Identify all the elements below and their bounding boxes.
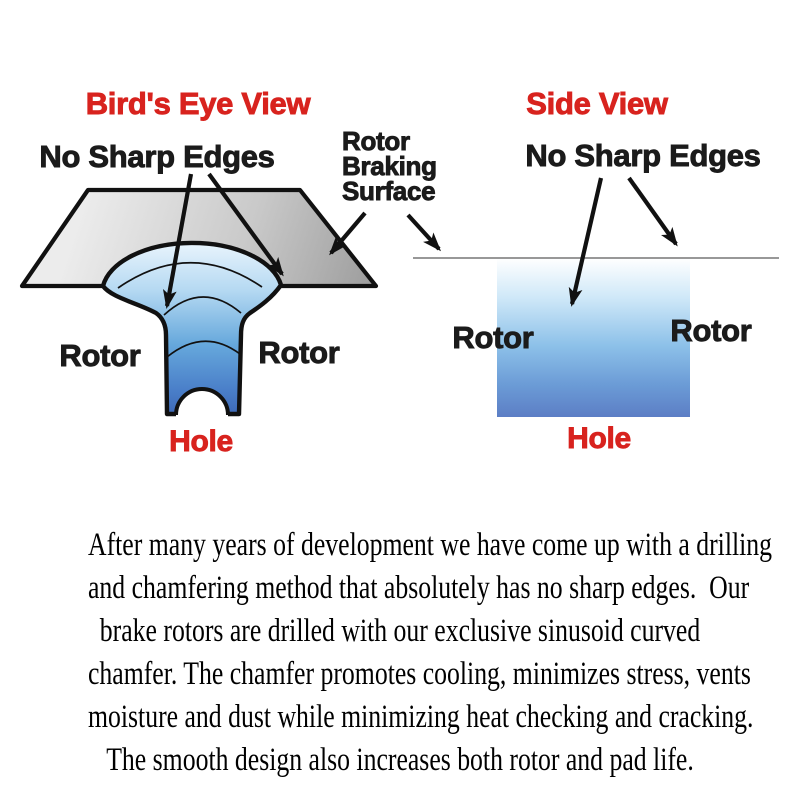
paragraph-line: moisture and dust while minimizing heat checking and cracking.	[88, 699, 754, 735]
arrow-icon-braking-surface-right	[408, 215, 439, 249]
side-rotor-label-left: Rotor	[452, 320, 534, 355]
birdseye-rotor-label-left: Rotor	[59, 338, 141, 373]
birdseye-title: Bird's Eye View	[85, 86, 311, 121]
paragraph-line: After many years of development we have come up with a drilling	[88, 527, 773, 563]
side-hole-label: Hole	[567, 422, 631, 455]
birdseye-hole-label: Hole	[169, 425, 233, 458]
paragraph-line: The smooth design also increases both rotor and pad life.	[106, 742, 694, 778]
paragraph-line: and chamfering method that absolutely has no sharp edges. Our	[88, 570, 750, 606]
rotor-braking-surface-line2: Braking	[342, 151, 437, 181]
paragraph-line: brake rotors are drilled with our exclusive sinusoid curved	[99, 613, 701, 649]
birdseye-no-sharp-edges-label: No Sharp Edges	[39, 139, 275, 174]
description-paragraph	[0, 524, 800, 782]
birdseye-rotor-label-right: Rotor	[258, 335, 340, 370]
side-rotor-label-right: Rotor	[670, 313, 752, 348]
arrow-icon-nse-side-right	[629, 178, 676, 244]
side-no-sharp-edges-label: No Sharp Edges	[525, 138, 761, 173]
rotor-braking-surface-line1: Rotor	[342, 126, 410, 156]
paragraph-line: chamfer. The chamfer promotes cooling, minimizes stress, vents	[88, 656, 751, 692]
rotor-braking-surface-line3: Surface	[342, 176, 436, 206]
rotor-braking-surface-label	[342, 126, 437, 206]
side-title: Side View	[526, 86, 668, 121]
birdseye-diagram	[22, 190, 376, 418]
